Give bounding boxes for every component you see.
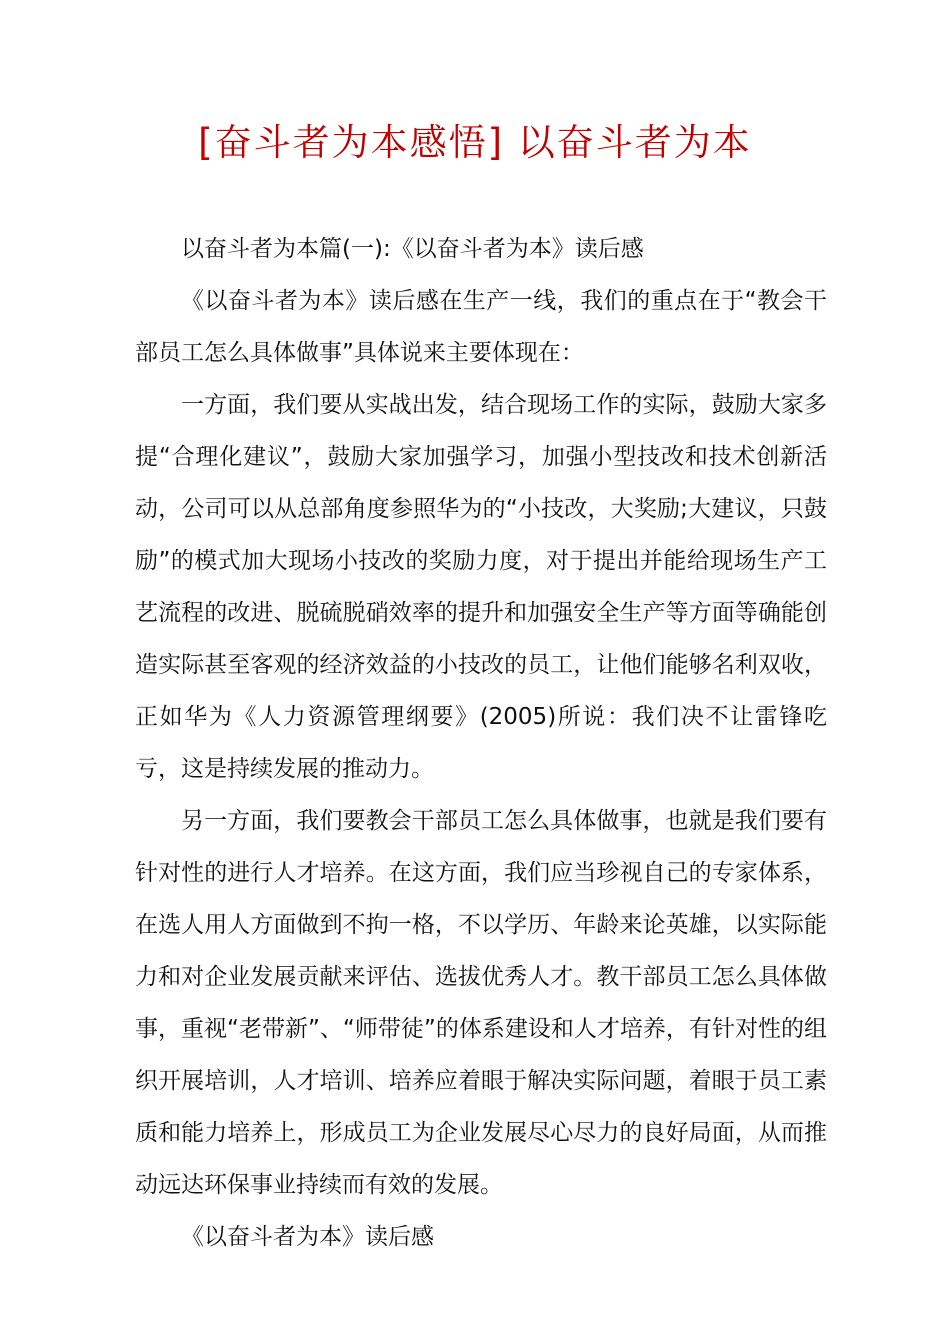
- document-body: [135, 223, 827, 1263]
- document-title: [奋斗者为本感悟] 以奋斗者为本: [198, 121, 752, 164]
- paragraph-intro: 《以奋斗者为本》读后感在生产一线，我们的重点在于“教会干部员工怎么具体做事”具体说来主要体现在：: [135, 288, 827, 366]
- paragraph-closing-heading: 《以奋斗者为本》读后感: [181, 1224, 434, 1250]
- paragraph-second-aspect: 另一方面，我们要教会干部员工怎么具体做事，也就是我们要有针对性的进行人才培养。在这方面，我们应当珍视自己的专家体系，在选人用人方面做到不拘一格，不以学历、年龄来论英雄，以实际能力和对企业发展贡献来评估、选拔优秀人才。教干部员工怎么具体做事，重视“老带新”、“师带徒”的体系建设和人才培养，有针对性的组织开展培训，人才培训、培养应着眼于解决实际问题，着眼于员工素质和能力培养上，形成员工为企业发展尽心尽力的良好局面，从而推动远达环保事业持续而有效的发展。: [135, 808, 827, 1198]
- paragraph-heading: 以奋斗者为本篇(一):《以奋斗者为本》读后感: [181, 236, 644, 262]
- paragraph-first-aspect: 一方面，我们要从实战出发，结合现场工作的实际，鼓励大家多提“合理化建议”，鼓励大家加强学习，加强小型技改和技术创新活动，公司可以从总部角度参照华为的“小技改，大奖励;大建议，只鼓励”的模式加大现场小技改的奖励力度，对于提出并能给现场生产工艺流程的改进、脱硫脱硝效率的提升和加强安全生产等方面等确能创造实际甚至客观的经济效益的小技改的员工，让他们能够名利双收，正如华为《人力资源管理纲要》(2005)所说：我们决不让雷锋吃亏，这是持续发展的推动力。: [135, 392, 827, 782]
